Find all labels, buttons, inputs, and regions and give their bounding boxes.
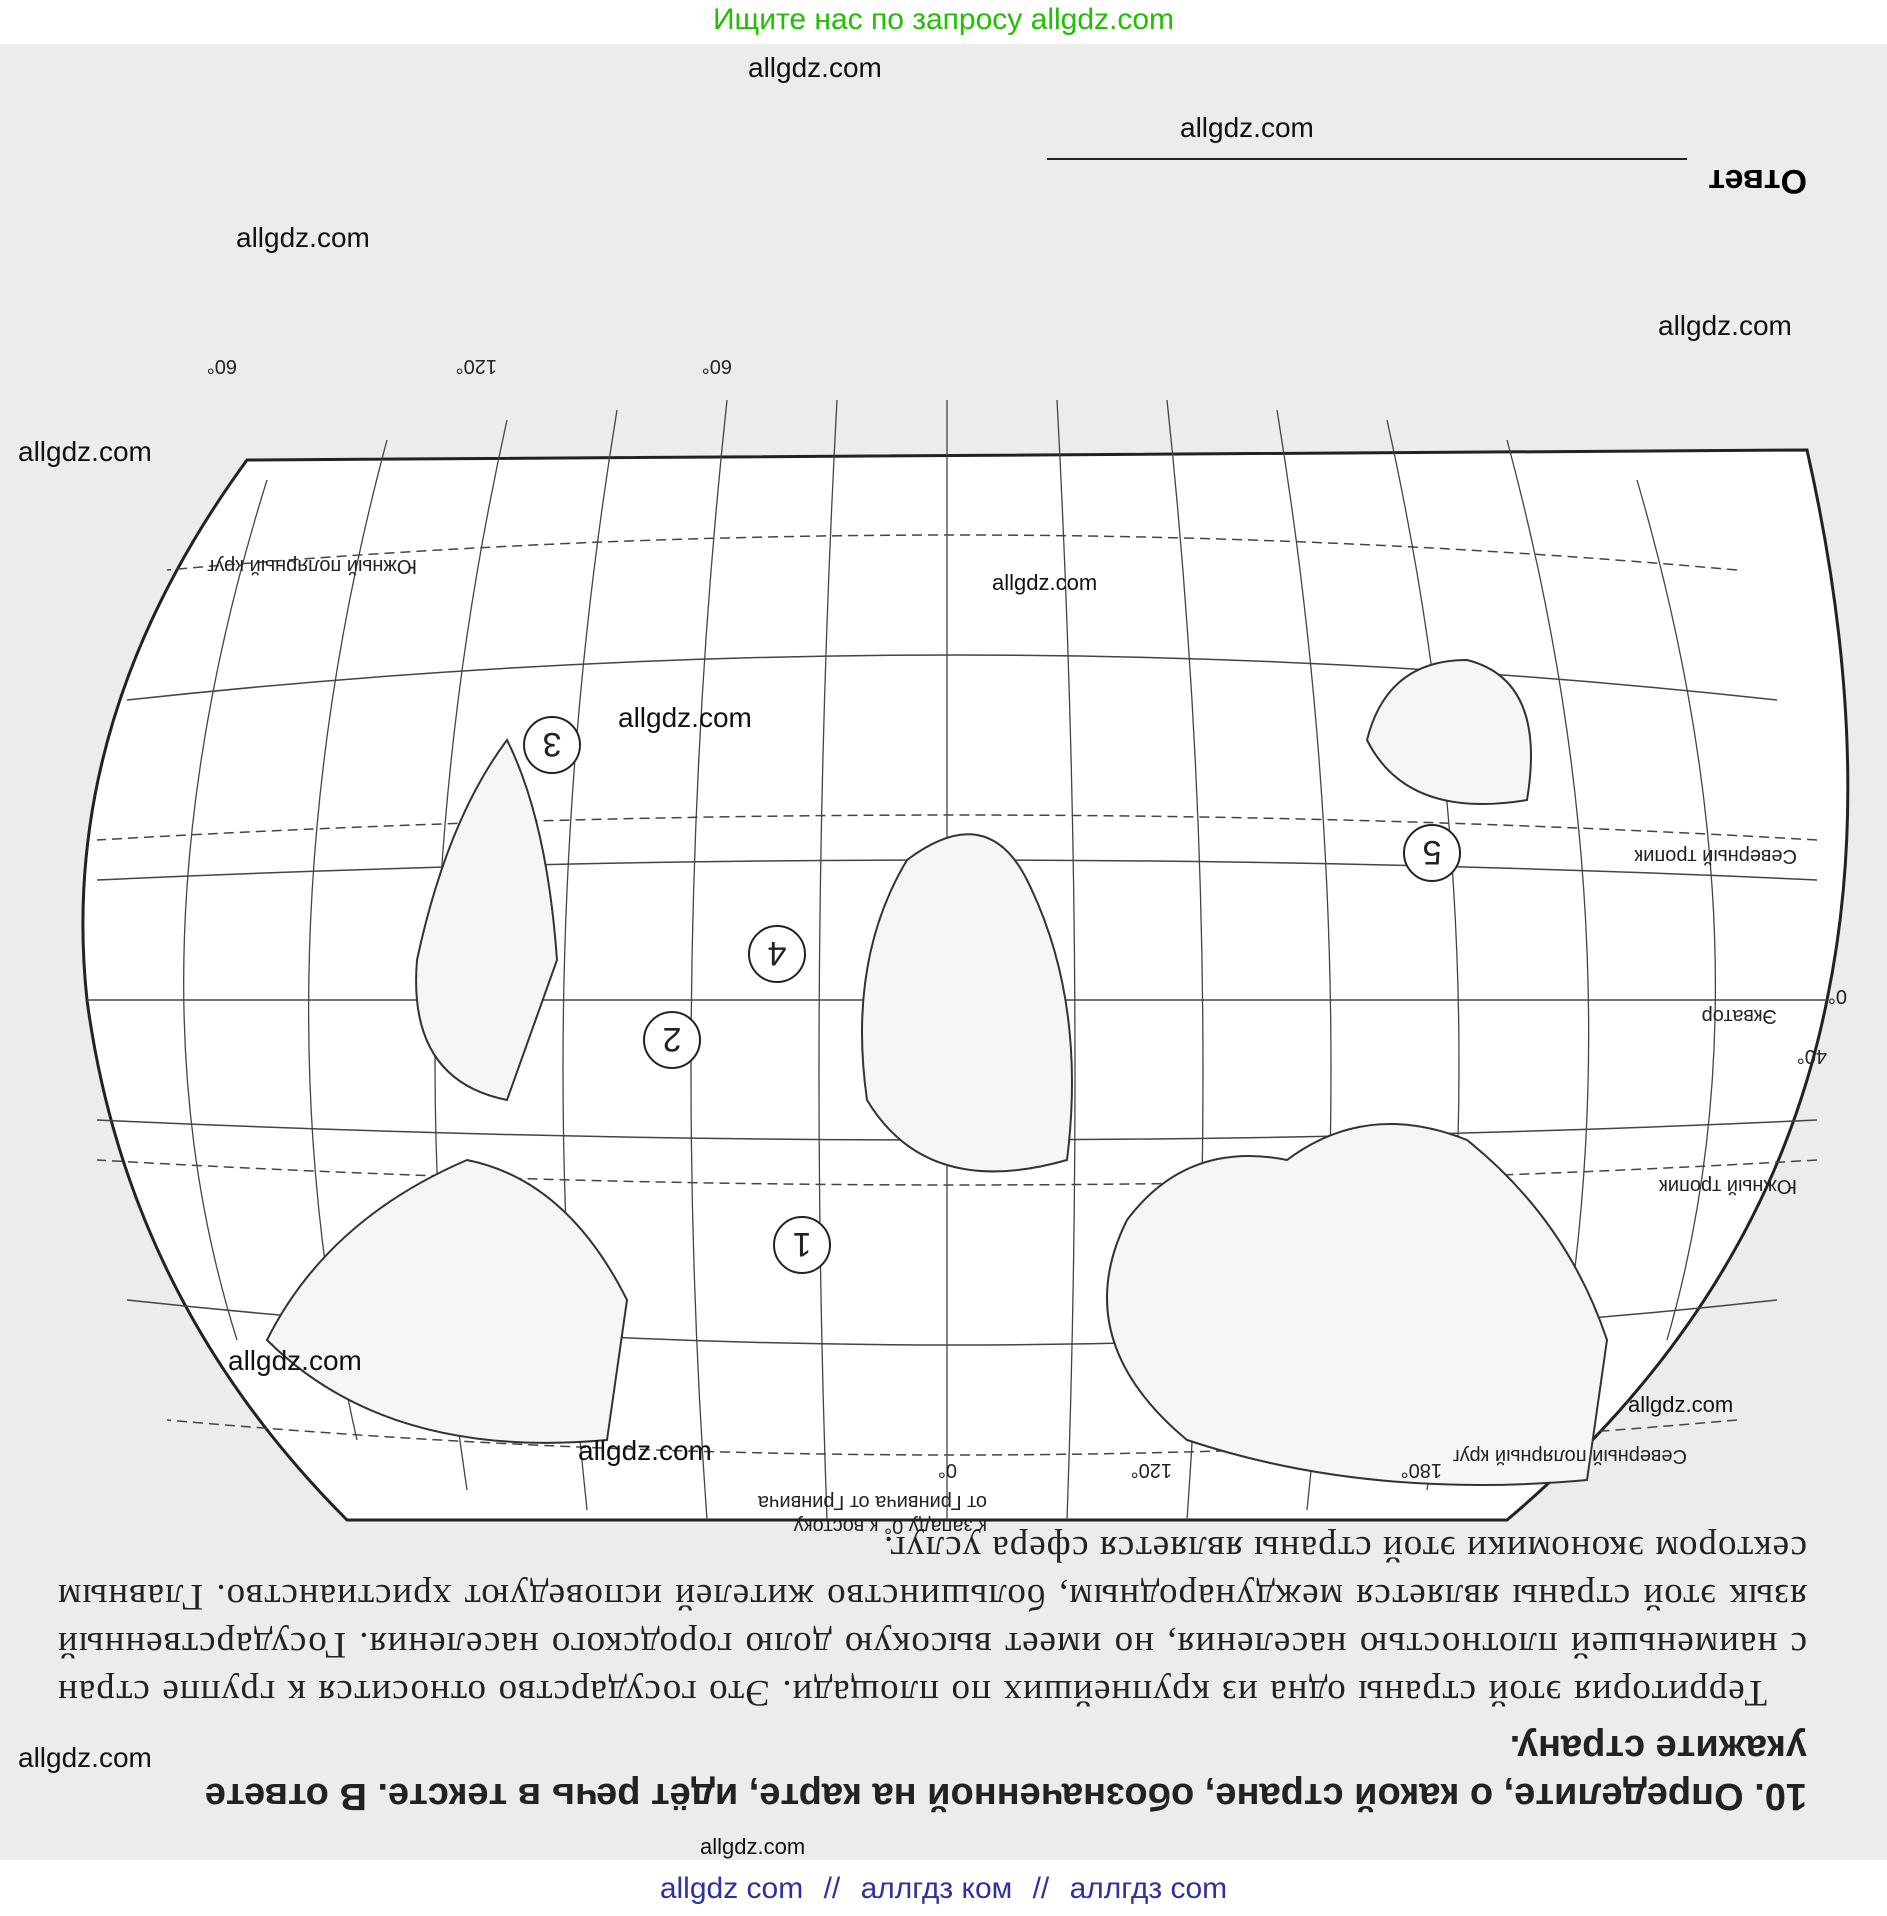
watermark: allgdz.com xyxy=(1180,112,1314,143)
footer-link-1[interactable]: allgdz com xyxy=(659,1872,804,1905)
footer-link-2[interactable]: аллгдз ком xyxy=(860,1872,1013,1905)
marker-1-label: 1 xyxy=(792,1225,812,1263)
task-text: Территория этой страны одна из крупнейших по площади. Это государство относится к группе стран с наименьшей плотностью населения, но имеет высокую долю городского населения. Государственный язык этой страны является международным, большинство жителей исповедуют христианство. Главным сектором экономики этой страны является сфера услуг. xyxy=(57,1528,1807,1713)
watermark: allgdz.com xyxy=(1628,1392,1734,1417)
answer-label: Ответ xyxy=(1708,162,1807,200)
label-north-polar: Северный полярный круг xyxy=(1452,1445,1687,1467)
world-map xyxy=(0,44,1887,1860)
watermark: allgdz.com xyxy=(228,1345,362,1376)
deg-180-bottom: 60° xyxy=(206,355,237,377)
deg-120-top: 120° xyxy=(1130,1459,1172,1481)
lat-40-left: 40° xyxy=(1796,1045,1827,1067)
marker-3-label: 3 xyxy=(542,725,562,763)
watermark: allgdz.com xyxy=(992,570,1098,595)
label-west-east: к западу 0° к востоку xyxy=(793,1515,987,1537)
deg-0-top: 0° xyxy=(937,1459,957,1481)
watermark: allgdz.com xyxy=(18,1742,152,1773)
watermark: allgdz.com xyxy=(578,1435,712,1466)
watermark: allgdz.com xyxy=(700,1834,806,1859)
watermark: allgdz.com xyxy=(1658,310,1792,341)
lat-0-left: 0° xyxy=(1827,985,1847,1007)
deg-180-top: 180° xyxy=(1400,1459,1442,1481)
footer-separator: // xyxy=(1032,1872,1050,1905)
label-greenwich: от Гринвича от Гринвича xyxy=(757,1491,987,1513)
watermark: allgdz.com xyxy=(236,222,370,253)
upside-down-content xyxy=(0,44,1887,1860)
label-south-tropic: Южный тропик xyxy=(1659,1175,1797,1197)
watermark: allgdz.com xyxy=(18,436,152,467)
footer-separator: // xyxy=(823,1872,841,1905)
deg-60-top: 60° xyxy=(701,355,732,377)
task-title: 10. Определите, о какой стране, обозначенной на карте, идёт речь в тексте. В ответе укажите страну. xyxy=(204,1727,1807,1817)
deg-120-bottom: 120° xyxy=(455,355,497,377)
promo-text[interactable]: Ищите нас по запросу allgdz.com xyxy=(712,3,1175,36)
marker-5-label: 5 xyxy=(1422,833,1442,871)
label-south-polar: Южный полярный круг xyxy=(207,555,417,577)
footer-links xyxy=(0,1862,1887,1916)
label-equator: Экватор xyxy=(1701,1005,1777,1027)
promo-banner[interactable] xyxy=(0,0,1887,44)
answer-line[interactable] xyxy=(1047,158,1687,160)
answer-row xyxy=(907,140,1807,200)
marker-2-label: 2 xyxy=(662,1020,682,1058)
label-north-tropic: Северный тропик xyxy=(1634,845,1797,867)
watermark: allgdz.com xyxy=(748,52,882,83)
marker-4-label: 4 xyxy=(767,934,787,972)
footer-link-3[interactable]: аллгдз com xyxy=(1069,1872,1228,1905)
watermark: allgdz.com xyxy=(618,702,752,733)
